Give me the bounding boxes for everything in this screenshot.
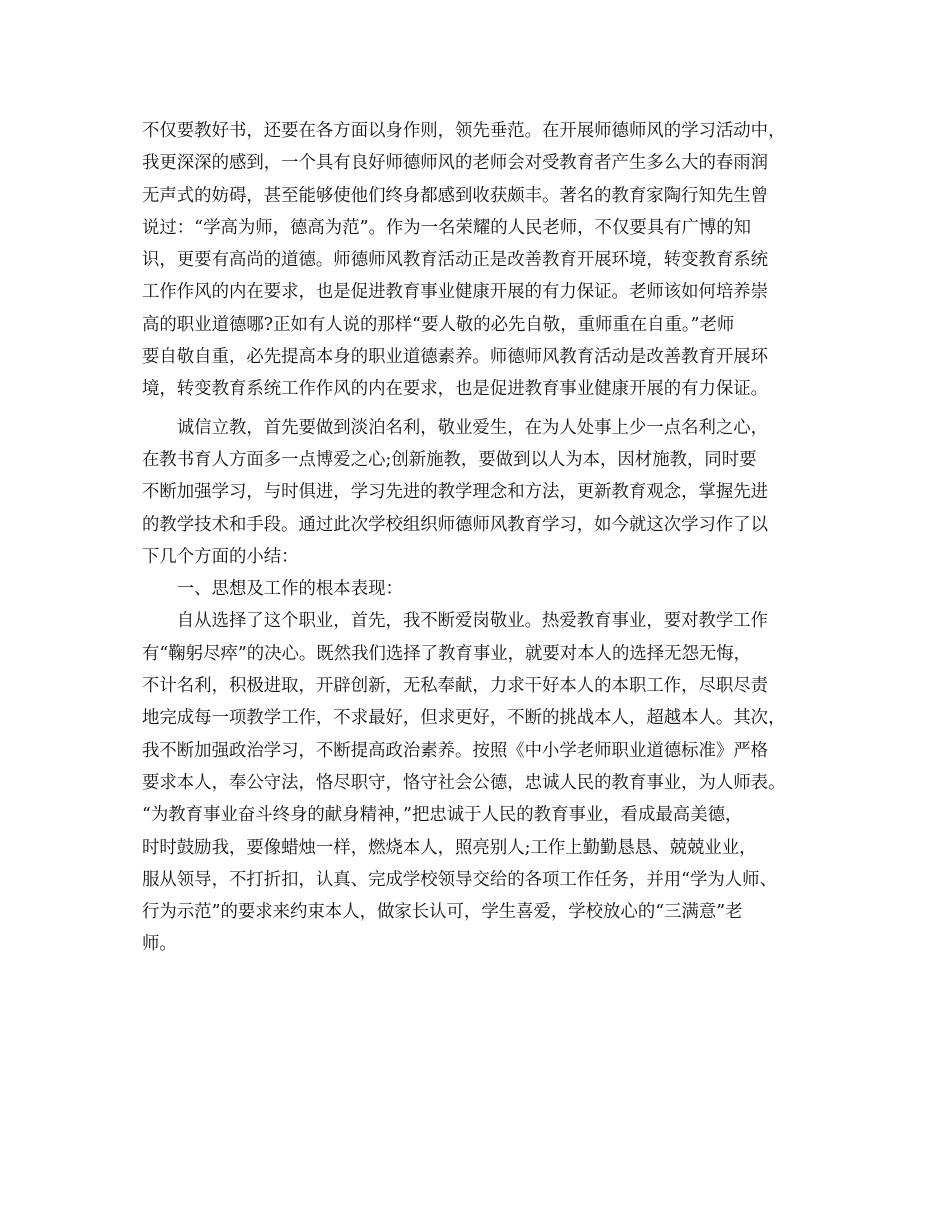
text-line: 我更深深的感到，一个具有良好师德师风的老师会对受教育者产生多么大的春雨润 xyxy=(142,153,769,174)
text-line: 有“鞠躬尽瘁”的决心。既然我们选择了教育事业，就要对本人的选择无怨无悔， xyxy=(142,643,752,664)
text-line: 识，更要有高尚的道德。师德师风教育活动正是改善教育开展环境，转变教育系统 xyxy=(142,250,769,271)
text-line: 说过：“学高为师，德高为范”。作为一名荣耀的人民老师，不仅要具有广博的知 xyxy=(142,217,752,238)
text-line: 行为示范”的要求来约束本人，做家长认可，学生喜爱，学校放心的“三满意”老 xyxy=(142,902,743,923)
paragraph-1 xyxy=(142,115,827,406)
text-line: 要求本人，奉公守法，恪尽职守，恪守社会公德，忠诚人民的教育事业，为人师表。 xyxy=(142,772,786,793)
text-line: 下几个方面的小结： xyxy=(142,546,299,567)
text-line: “为教育事业奋斗终身的献身精神，”把忠诚于人民的教育事业，看成最高美德， xyxy=(142,805,743,826)
text-line: 不计名利，积极进取，开辟创新，无私奉献，力求干好本人的本职工作，尽职尽责 xyxy=(142,676,769,697)
text-line: 不断加强学习，与时俱进，学习先进的教学理念和方法，更新教育观念，掌握先进 xyxy=(142,482,769,503)
text-line: 要自敬自重，必先提高本身的职业道德素养。师德师风教育活动是改善教育开展环 xyxy=(142,347,769,368)
text-line: 地完成每一项教学工作，不求最好，但求更好，不断的挑战本人，超越本人。其次， xyxy=(142,708,786,729)
text-line: 时时鼓励我，要像蜡烛一样，燃烧本人，照亮别人;工作上勤勤恳恳、兢兢业业， xyxy=(142,837,757,858)
section-heading xyxy=(142,573,827,605)
text-line: 的教学技术和手段。通过此次学校组织师德师风教育学习，如今就这次学习作了以 xyxy=(142,514,769,535)
text-line: 在教书育人方面多一点博爱之心;创新施教，要做到以人为本，因材施教，同时要 xyxy=(142,449,757,470)
text-line: 我不断加强政治学习，不断提高政治素养。按照《中小学老师职业道德标准》严格 xyxy=(142,740,769,761)
text-line: 高的职业道德哪?正如有人说的那样“要人敬的必先自敬，重师重在自重。”老师 xyxy=(142,314,735,335)
paragraph-2 xyxy=(142,412,827,573)
heading-line: 一、思想及工作的根本表现： xyxy=(142,579,403,600)
text-line: 境，转变教育系统工作作风的内在要求，也是促进教育事业健康开展的有力保证。 xyxy=(142,379,769,400)
text-line: 工作作风的内在要求，也是促进教育事业健康开展的有力保证。老师该如何培养崇 xyxy=(142,282,769,303)
text-line: 师。 xyxy=(142,934,177,955)
text-line: 服从领导，不打折扣，认真、完成学校领导交给的各项工作任务，并用“学为人师、 xyxy=(142,869,777,890)
paragraph-3 xyxy=(142,605,827,960)
text-line: 诚信立教，首先要做到淡泊名利，敬业爱生，在为人处事上少一点名利之心， xyxy=(142,417,769,438)
document-body xyxy=(142,115,827,961)
text-line: 不仅要教好书，还要在各方面以身作则，领先垂范。在开展师德师风的学习活动中， xyxy=(142,121,786,141)
text-line: 无声式的妨碍，甚至能够使他们终身都感到收获颇丰。著名的教育家陶行知先生曾 xyxy=(142,185,769,206)
text-line: 自从选择了这个职业，首先，我不断爱岗敬业。热爱教育事业，要对教学工作 xyxy=(142,611,769,632)
